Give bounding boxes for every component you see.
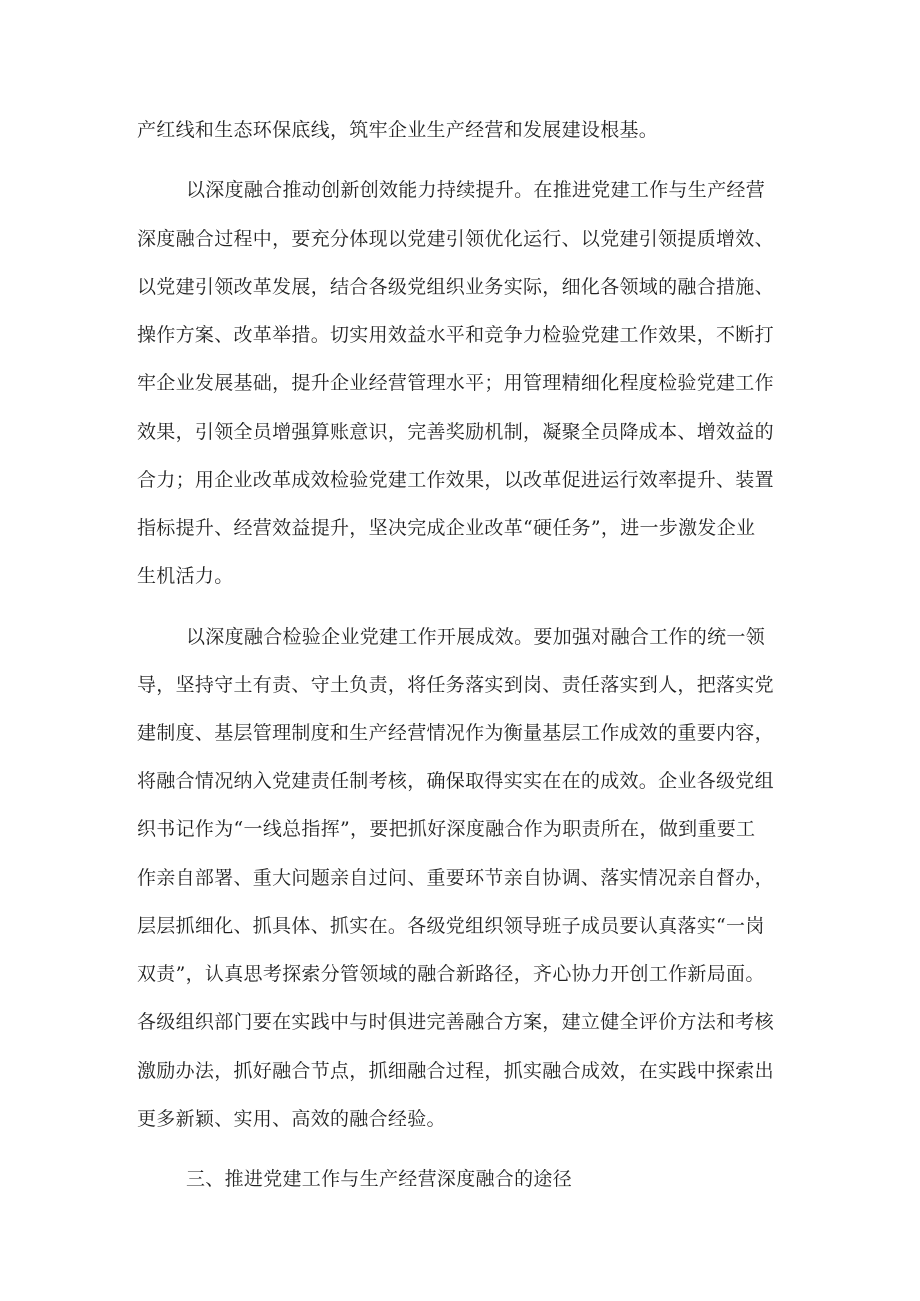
paragraph-2-line-2: 深度融合过程中，要充分体现以党建引领优化运行、以党建引领提质增效、 — [137, 228, 774, 250]
paragraph-2-line-9: 生机活力。 — [137, 565, 234, 587]
paragraph-2-line-6: 效果，引领全员增强算账意识，完善奖励机制，凝聚全员降成本、增效益的 — [137, 421, 774, 443]
paragraph-2-line-8: 指标提升、经营效益提升，坚决完成企业改革“硬任务”，进一步激发企业 — [137, 517, 756, 539]
paragraph-2-line-3: 以党建引领改革发展，结合各级党组织业务实际，细化各领域的融合措施、 — [137, 276, 774, 298]
paragraph-3-line-2: 导，坚持守土有责、守土负责，将任务落实到岗、责任落实到人，把落实党 — [137, 674, 774, 696]
paragraph-3-line-7: 层层抓细化、抓具体、抓实在。各级党组织领导班子成员要认真落实“一岗 — [137, 915, 765, 937]
paragraph-2-line-4: 操作方案、改革举措。切实用效益水平和竞争力检验党建工作效果，不断打 — [137, 324, 774, 346]
paragraph-3-line-8: 双责”，认真思考探索分管领域的融合新路径，齐心协力开创工作新局面。 — [137, 963, 765, 985]
paragraph-2-line-7: 合力；用企业改革成效检验党建工作效果，以改革促进运行效率提升、装置 — [137, 469, 774, 491]
paragraph-1-line-1: 产红线和生态环保底线，筑牢企业生产经营和发展建设根基。 — [137, 119, 659, 141]
paragraph-3-line-3: 建制度、基层管理制度和生产经营情况作为衡量基层工作成效的重要内容， — [137, 722, 774, 744]
paragraph-3-line-11: 更多新颖、实用、高效的融合经验。 — [137, 1108, 446, 1130]
paragraph-3-line-9: 各级组织部门要在实践中与时俱进完善融合方案，建立健全评价方法和考核 — [137, 1011, 774, 1033]
paragraph-2-line-5: 牢企业发展基础，提升企业经营管理水平；用管理精细化程度检验党建工作 — [137, 372, 774, 394]
paragraph-3-line-4: 将融合情况纳入党建责任制考核，确保取得实实在在的成效。企业各级党组 — [137, 770, 774, 792]
paragraph-3-line-6: 作亲自部署、重大问题亲自过问、重要环节亲自协调、落实情况亲自督办， — [137, 867, 774, 889]
paragraph-2-line-1: 以深度融合推动创新创效能力持续提升。在推进党建工作与生产经营 — [186, 179, 766, 201]
paragraph-3-line-1: 以深度融合检验企业党建工作开展成效。要加强对融合工作的统一领 — [186, 626, 766, 648]
paragraph-3-line-10: 激励办法，抓好融合节点，抓细融合过程，抓实融合成效，在实践中探索出 — [137, 1060, 774, 1082]
paragraph-3-line-5: 织书记作为“一线总指挥”，要把抓好深度融合作为职责所在，做到重要工 — [137, 818, 756, 840]
section-heading: 三、推进党建工作与生产经营深度融合的途径 — [186, 1168, 573, 1190]
